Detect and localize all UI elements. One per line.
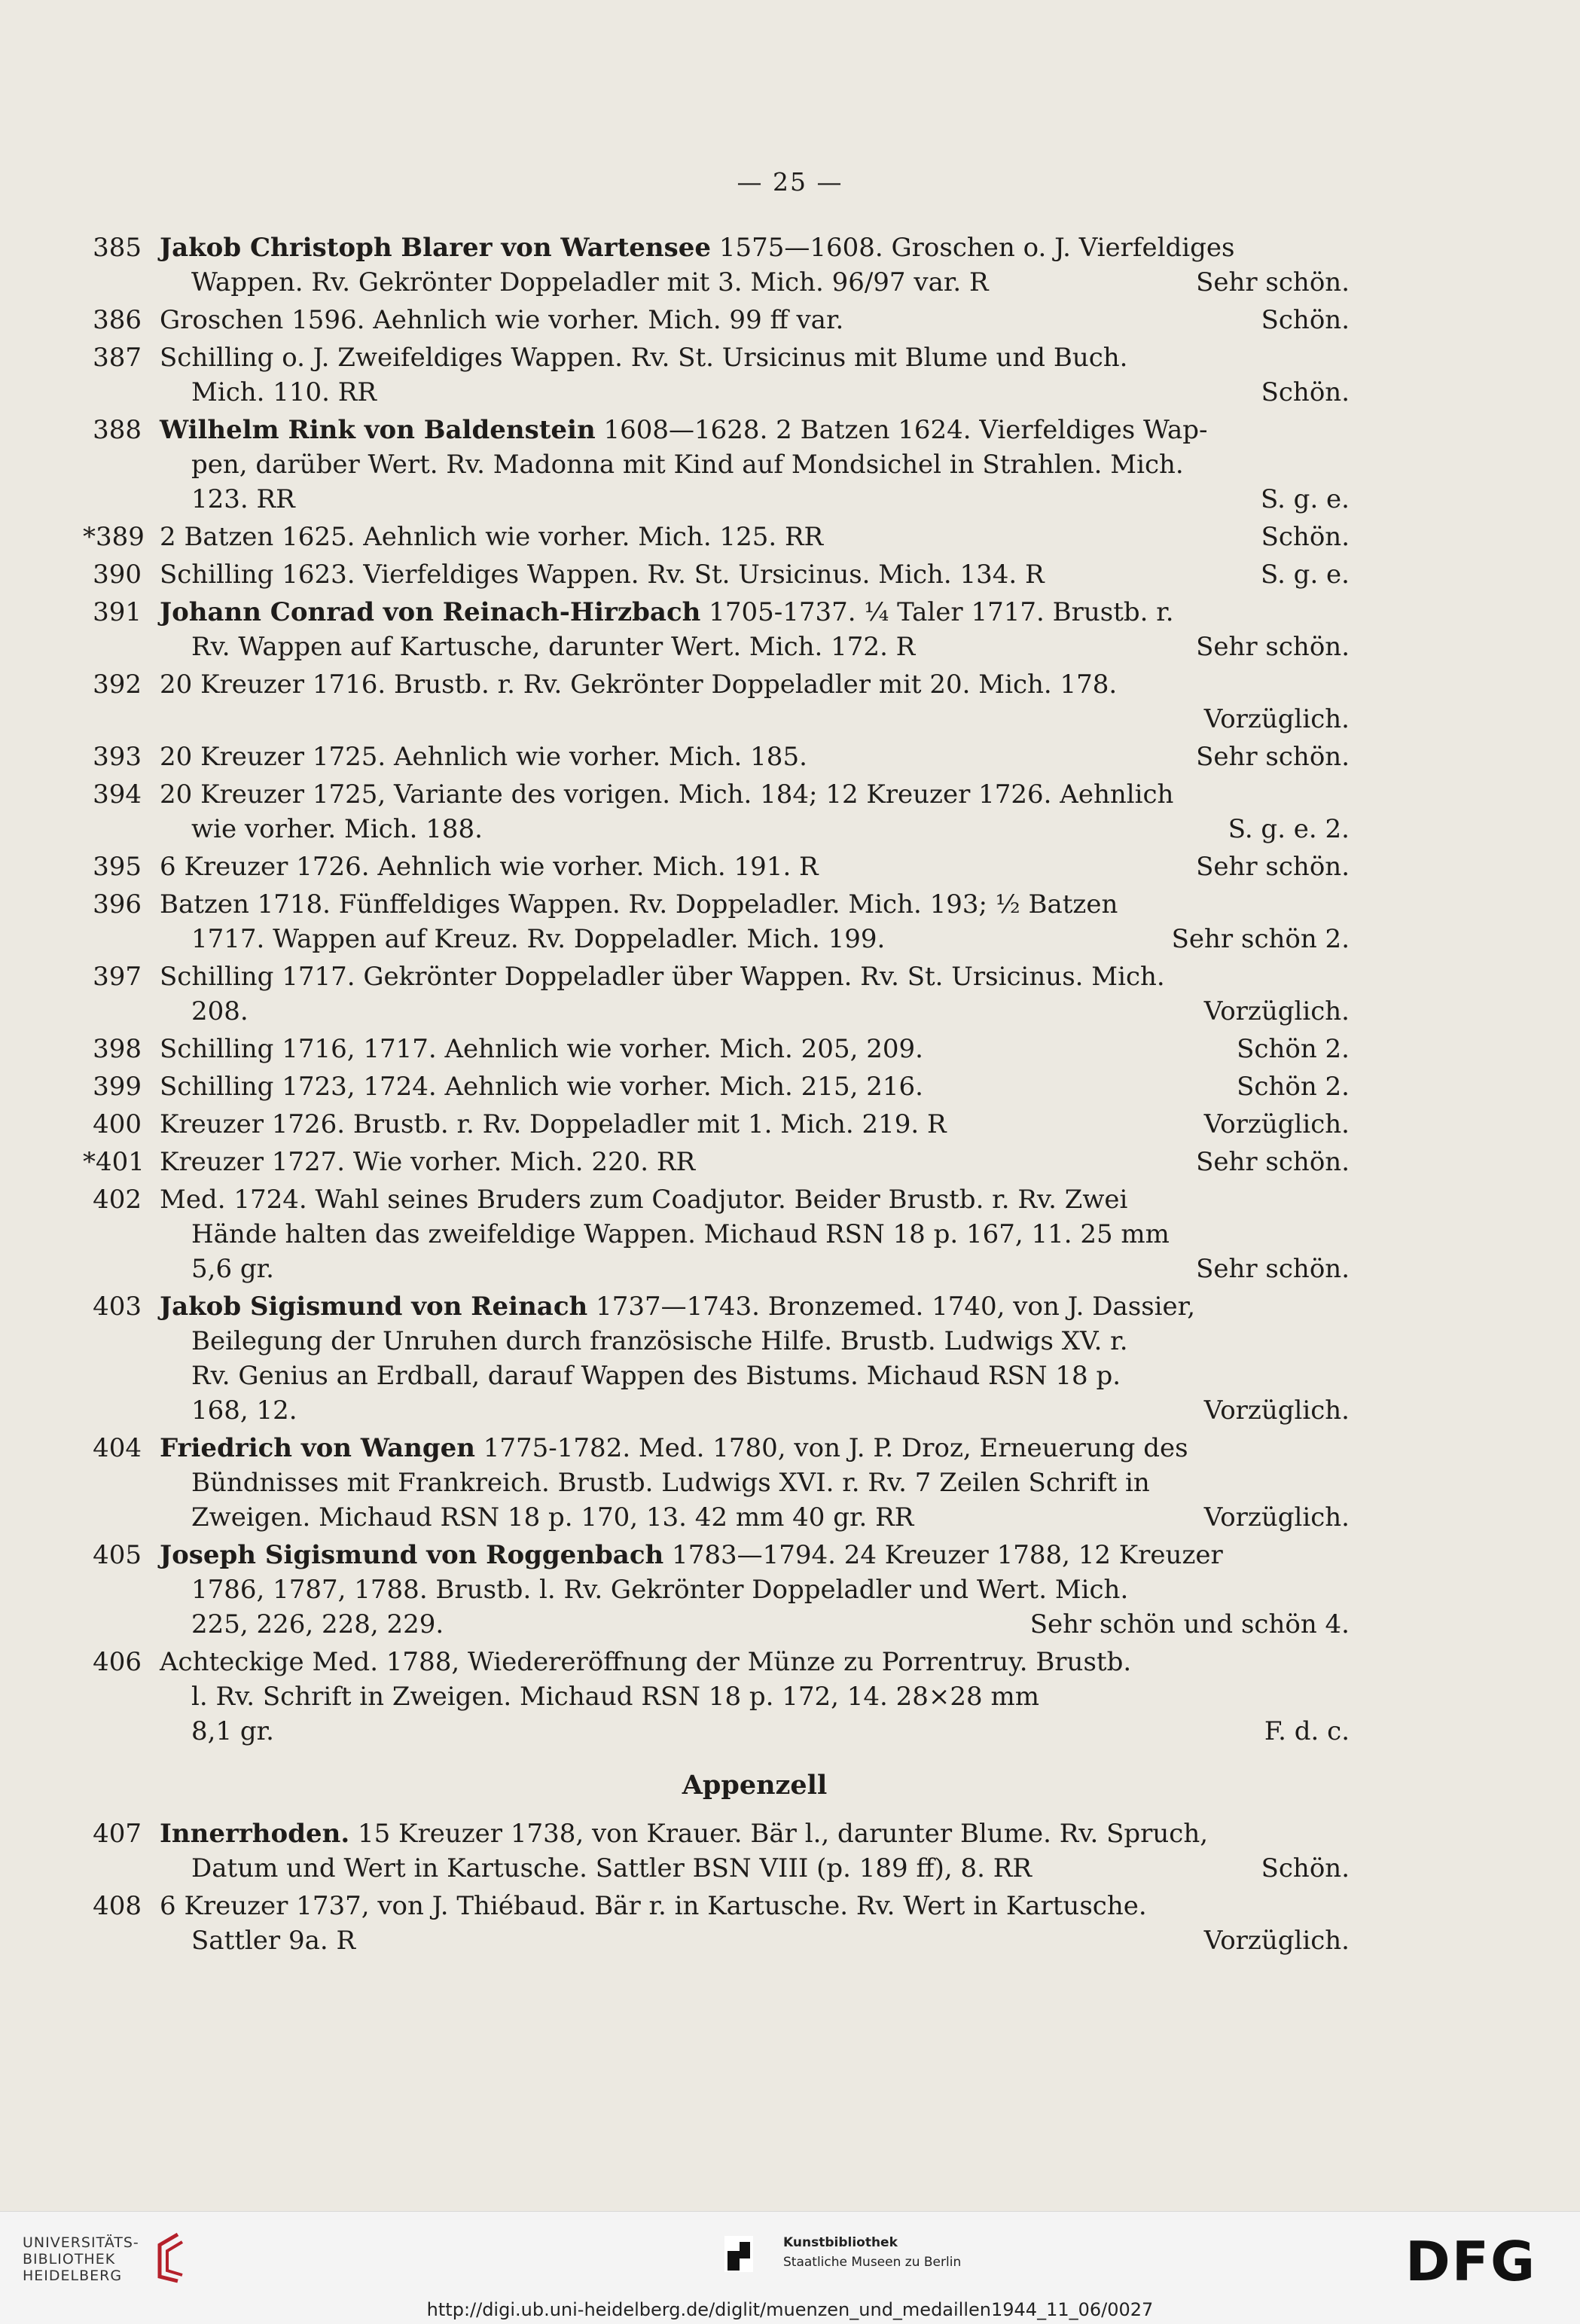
entry-description: 1737—1743. Bronzemed. 1740, von J. Dassier, — [587, 1292, 1196, 1322]
catalog-entry — [93, 230, 1350, 300]
entry-text — [160, 740, 807, 774]
entry-number: *389 — [83, 522, 145, 552]
entry-text — [160, 887, 1118, 922]
entry-line — [160, 1679, 1350, 1714]
entry-description: 1705-1737. ¼ Taler 1717. Brustb. r. — [700, 597, 1174, 627]
section-title: Appenzell — [682, 1770, 828, 1801]
catalog-entry — [93, 340, 1350, 410]
entry-text — [160, 1889, 1147, 1923]
entry-number: 395 — [93, 852, 142, 882]
entry-description: 123. RR — [191, 484, 295, 514]
entry-list-main — [83, 230, 1350, 1749]
entry-line — [160, 1252, 1350, 1286]
entry-description: l. Rv. Schrift in Zweigen. Michaud RSN 18 p. 172, 14. 28×28 mm — [191, 1682, 1039, 1712]
entry-grade: S. g. e. 2. — [1228, 814, 1350, 844]
entry-grade: Schön 2. — [1237, 1034, 1350, 1064]
entry-description: 2 Batzen 1625. Aehnlich wie vorher. Mich. 125. RR — [160, 522, 824, 552]
entry-line — [160, 849, 1350, 884]
catalog-entry — [93, 849, 1350, 884]
entry-grade: Vorzüglich. — [1203, 1109, 1350, 1139]
entry-line — [160, 1182, 1350, 1217]
entry-line — [160, 1289, 1350, 1324]
entry-grade: Sehr schön. — [1196, 267, 1350, 297]
kunstbibliothek-label[interactable] — [783, 2233, 961, 2272]
catalog-entry — [93, 1431, 1350, 1535]
entry-text — [160, 1032, 923, 1066]
entry-text — [191, 1324, 1128, 1359]
entry-text — [160, 520, 823, 554]
entry-grade: Schön 2. — [1237, 1072, 1350, 1102]
entry-description: Sattler 9a. R — [191, 1926, 356, 1956]
catalog-entry — [93, 740, 1350, 774]
entry-line — [160, 413, 1350, 447]
entry-line — [160, 922, 1350, 956]
entry-grade: Schön. — [1261, 305, 1350, 335]
entry-text — [191, 630, 915, 664]
entry-line — [160, 595, 1350, 630]
entry-grade: Vorzüglich. — [1203, 704, 1350, 734]
catalog-entry — [93, 1289, 1350, 1428]
entry-line — [160, 1465, 1350, 1500]
entry-grade: Vorzüglich. — [1203, 1502, 1350, 1533]
entry-line — [160, 375, 1350, 410]
entry-description: 225, 226, 228, 229. — [191, 1609, 444, 1639]
entry-description: Zweigen. Michaud RSN 18 p. 170, 13. 42 mm 40 gr. RR — [191, 1502, 914, 1533]
entry-description: Schilling 1723, 1724. Aehnlich wie vorher. Mich. 215, 216. — [160, 1072, 923, 1102]
entry-text — [160, 1289, 1195, 1324]
entry-grade: Vorzüglich. — [1203, 996, 1350, 1026]
entry-grade: Sehr schön. — [1196, 1254, 1350, 1284]
entry-number: 402 — [93, 1185, 142, 1215]
entry-description: Hände halten das zweifeldige Wappen. Michaud RSN 18 p. 167, 11. 25 mm — [191, 1219, 1170, 1249]
entry-text — [160, 1645, 1131, 1679]
entry-description: Groschen 1596. Aehnlich wie vorher. Mich. 99 ff var. — [160, 305, 844, 335]
entry-line — [160, 1851, 1350, 1886]
entry-grade: Sehr schön. — [1196, 852, 1350, 882]
entry-text — [160, 1107, 947, 1142]
heidelberg-mark-icon — [148, 2231, 190, 2284]
entry-text — [191, 1714, 274, 1749]
entry-line — [160, 887, 1350, 922]
page-number: — 25 — — [737, 167, 843, 197]
entry-text — [191, 1500, 914, 1535]
catalog-content — [83, 230, 1350, 1961]
entry-line — [160, 1032, 1350, 1066]
entry-text — [191, 1923, 355, 1958]
entry-description: 1775-1782. Med. 1780, von J. P. Droz, Erneuerung des — [474, 1433, 1188, 1463]
entry-line — [160, 265, 1350, 300]
entry-description: 20 Kreuzer 1725, Variante des vorigen. Mich. 184; 12 Kreuzer 1726. Aehnlich — [160, 779, 1174, 810]
entry-description: Schilling 1623. Vierfeldiges Wappen. Rv. St. Ursicinus. Mich. 134. R — [160, 560, 1045, 590]
entry-line — [160, 303, 1350, 337]
entry-description: Rv. Wappen auf Kartusche, darunter Wert. Mich. 172. R — [191, 632, 916, 662]
entry-text — [191, 922, 885, 956]
entry-number: 390 — [93, 560, 142, 590]
entry-text — [160, 557, 1045, 592]
catalog-entry — [93, 1816, 1350, 1886]
entry-line — [160, 557, 1350, 592]
entry-number: 408 — [93, 1891, 142, 1921]
entry-line — [160, 1923, 1350, 1958]
entry-text — [160, 667, 1117, 702]
entry-number: 394 — [93, 779, 142, 810]
entry-line — [160, 1393, 1350, 1428]
entry-line — [160, 812, 1350, 846]
entry-text — [160, 303, 843, 337]
entry-line — [160, 1359, 1350, 1393]
entry-line — [160, 447, 1350, 482]
entry-description: pen, darüber Wert. Rv. Madonna mit Kind auf Mondsichel in Strahlen. Mich. — [191, 450, 1184, 480]
entry-text — [160, 1069, 923, 1104]
entry-line — [160, 959, 1350, 994]
entry-grade: Vorzüglich. — [1203, 1395, 1350, 1426]
entry-text — [160, 1816, 1208, 1851]
entry-number: 407 — [93, 1819, 142, 1849]
entry-grade: S. g. e. — [1260, 560, 1350, 590]
catalog-entry — [93, 1645, 1350, 1749]
entry-text — [191, 447, 1184, 482]
catalog-entry — [93, 1032, 1350, 1066]
entry-line — [160, 482, 1350, 517]
entry-number: 393 — [93, 742, 142, 772]
entry-grade: Schön. — [1261, 1853, 1350, 1883]
kunstbibliothek-logo-icon — [724, 2236, 753, 2272]
catalog-entry — [93, 667, 1350, 737]
entry-line — [160, 1500, 1350, 1535]
entry-line — [160, 702, 1350, 737]
entry-text — [191, 482, 295, 517]
entry-description: Wappen. Rv. Gekrönter Doppeladler mit 3. Mich. 96/97 var. R — [191, 267, 989, 297]
entry-description: Schilling 1716, 1717. Aehnlich wie vorher. Mich. 205, 209. — [160, 1034, 923, 1064]
entry-description: Med. 1724. Wahl seines Bruders zum Coadjutor. Beider Brustb. r. Rv. Zwei — [160, 1185, 1128, 1215]
footer-bar — [0, 2211, 1580, 2324]
entry-heading: Innerrhoden. — [160, 1819, 350, 1849]
university-library-logo[interactable] — [23, 2234, 139, 2284]
entry-description: Kreuzer 1727. Wie vorher. Mich. 220. RR — [160, 1147, 696, 1177]
entry-text — [160, 849, 819, 884]
entry-grade: Sehr schön 2. — [1171, 924, 1350, 954]
entry-text — [160, 413, 1208, 447]
entry-text — [191, 1359, 1121, 1393]
entry-line — [160, 994, 1350, 1029]
entry-description: 168, 12. — [191, 1395, 297, 1426]
entry-number: 403 — [93, 1292, 142, 1322]
entry-text — [160, 1182, 1127, 1217]
catalog-entry — [93, 959, 1350, 1029]
catalog-entry — [83, 1145, 1350, 1179]
entry-grade: Schön. — [1261, 522, 1350, 552]
entry-text — [191, 1572, 1128, 1607]
entry-line — [160, 1324, 1350, 1359]
entry-description: 6 Kreuzer 1726. Aehnlich wie vorher. Mich. 191. R — [160, 852, 819, 882]
entry-description: 1717. Wappen auf Kreuz. Rv. Doppeladler. Mich. 199. — [191, 924, 886, 954]
entry-grade: Sehr schön. — [1196, 632, 1350, 662]
entry-line — [160, 777, 1350, 812]
uni-line-2: BIBLIOTHEK — [23, 2251, 116, 2268]
entry-text — [191, 1217, 1170, 1252]
entry-number: 386 — [93, 305, 142, 335]
uni-line-1: UNIVERSITÄTS- — [23, 2234, 139, 2251]
entry-description: 8,1 gr. — [191, 1716, 274, 1746]
entry-text — [191, 812, 483, 846]
entry-text — [191, 1252, 274, 1286]
entry-text — [191, 1465, 1150, 1500]
entry-line — [160, 520, 1350, 554]
entry-text — [160, 230, 1234, 265]
catalog-entry — [93, 413, 1350, 517]
entry-line — [160, 1714, 1350, 1749]
entry-text — [160, 340, 1127, 375]
entry-description: 1786, 1787, 1788. Brustb. l. Rv. Gekrönter Doppeladler und Wert. Mich. — [191, 1575, 1129, 1605]
entry-line — [160, 1217, 1350, 1252]
entry-number: 396 — [93, 889, 142, 920]
entry-grade: Sehr schön. — [1196, 1147, 1350, 1177]
dfg-logo[interactable]: DFG — [1405, 2230, 1537, 2293]
entry-grade: Sehr schön. — [1196, 742, 1350, 772]
entry-line — [160, 630, 1350, 664]
entry-description: Bündnisses mit Frankreich. Brustb. Ludwigs XVI. r. Rv. 7 Zeilen Schrift in — [191, 1468, 1150, 1498]
entry-number: 397 — [93, 962, 142, 992]
entry-description: Schilling o. J. Zweifeldiges Wappen. Rv. St. Ursicinus mit Blume und Buch. — [160, 343, 1128, 373]
entry-grade: Vorzüglich. — [1203, 1926, 1350, 1956]
entry-line — [160, 1889, 1350, 1923]
entry-line — [160, 230, 1350, 265]
entry-text — [191, 994, 249, 1029]
uni-line-3: HEIDELBERG — [23, 2268, 123, 2284]
entry-description: Beilegung der Unruhen durch französische Hilfe. Brustb. Ludwigs XV. r. — [191, 1326, 1128, 1356]
entry-line — [160, 740, 1350, 774]
entry-line — [160, 1069, 1350, 1104]
entry-text — [160, 1431, 1188, 1465]
catalog-entry — [93, 1107, 1350, 1142]
entry-line — [160, 1572, 1350, 1607]
source-url-link[interactable]: http://digi.ub.uni-heidelberg.de/diglit/muenzen_und_medaillen1944_11_06/0027 — [426, 2299, 1154, 2320]
entry-text — [191, 1679, 1039, 1714]
entry-description: Rv. Genius an Erdball, darauf Wappen des Bistums. Michaud RSN 18 p. — [191, 1361, 1121, 1391]
entry-description: 1575—1608. Groschen o. J. Vierfeldiges — [711, 233, 1235, 263]
entry-text — [191, 1393, 297, 1428]
entry-description: Kreuzer 1726. Brustb. r. Rv. Doppeladler mit 1. Mich. 219. R — [160, 1109, 947, 1139]
entry-line — [160, 1538, 1350, 1572]
entry-text — [160, 595, 1174, 630]
entry-number: 387 — [93, 343, 142, 373]
entry-number: 392 — [93, 669, 142, 700]
entry-description: wie vorher. Mich. 188. — [191, 814, 483, 844]
entry-description: Schilling 1717. Gekrönter Doppeladler über Wappen. Rv. St. Ursicinus. Mich. — [160, 962, 1165, 992]
entry-grade: S. g. e. — [1260, 484, 1350, 514]
entry-text — [191, 1851, 1032, 1886]
entry-number: 385 — [93, 233, 142, 263]
catalog-entry — [93, 1182, 1350, 1286]
entry-description: 1608—1628. 2 Batzen 1624. Vierfeldiges Wap- — [595, 415, 1208, 445]
catalog-entry — [93, 887, 1350, 956]
entry-number: 405 — [93, 1540, 142, 1570]
entry-line — [160, 1816, 1350, 1851]
catalog-entry — [93, 777, 1350, 846]
entry-number: 398 — [93, 1034, 142, 1064]
entry-text — [160, 777, 1173, 812]
entry-heading: Friedrich von Wangen — [160, 1433, 475, 1463]
entry-text — [160, 1145, 695, 1179]
entry-description: Achteckige Med. 1788, Wiedereröffnung der Münze zu Porrentruy. Brustb. — [160, 1647, 1132, 1677]
entry-number: *401 — [83, 1147, 145, 1177]
entry-number: 388 — [93, 415, 142, 445]
catalog-entry — [83, 520, 1350, 554]
entry-number: 400 — [93, 1109, 142, 1139]
entry-heading: Johann Conrad von Reinach-Hirzbach — [160, 597, 701, 627]
kb-name: Kunstbibliothek — [783, 2235, 898, 2250]
catalog-entry — [93, 1889, 1350, 1958]
entry-description: 208. — [191, 996, 249, 1026]
entry-number: 404 — [93, 1433, 142, 1463]
catalog-entry — [93, 595, 1350, 664]
entry-description: 1783—1794. 24 Kreuzer 1788, 12 Kreuzer — [663, 1540, 1223, 1570]
entry-text — [160, 959, 1165, 994]
entry-description: Mich. 110. RR — [191, 377, 377, 407]
entry-description: 5,6 gr. — [191, 1254, 274, 1284]
catalog-entry — [93, 1069, 1350, 1104]
entry-list-appenzell — [93, 1816, 1350, 1958]
entry-line — [160, 667, 1350, 702]
entry-text — [191, 1607, 444, 1642]
entry-description: 6 Kreuzer 1737, von J. Thiébaud. Bär r. in Kartusche. Rv. Wert in Kartusche. — [160, 1891, 1147, 1921]
entry-line — [160, 340, 1350, 375]
entry-grade: Sehr schön und schön 4. — [1029, 1609, 1350, 1639]
entry-heading: Joseph Sigismund von Roggenbach — [160, 1540, 664, 1570]
entry-text — [160, 1538, 1223, 1572]
entry-heading: Jakob Sigismund von Reinach — [160, 1292, 588, 1322]
entry-description: Batzen 1718. Fünffeldiges Wappen. Rv. Doppeladler. Mich. 193; ½ Batzen — [160, 889, 1118, 920]
entry-grade: F. d. c. — [1264, 1716, 1350, 1746]
entry-line — [160, 1607, 1350, 1642]
entry-description: 20 Kreuzer 1716. Brustb. r. Rv. Gekrönter Doppeladler mit 20. Mich. 178. — [160, 669, 1118, 700]
entry-line — [160, 1431, 1350, 1465]
entry-text — [191, 375, 377, 410]
entry-number: 406 — [93, 1647, 142, 1677]
entry-description: Datum und Wert in Kartusche. Sattler BSN VIII (p. 189 ff), 8. RR — [191, 1853, 1032, 1883]
entry-line — [160, 1145, 1350, 1179]
entry-grade: Schön. — [1261, 377, 1350, 407]
entry-line — [160, 1645, 1350, 1679]
catalog-entry — [93, 303, 1350, 337]
catalog-entry — [93, 1538, 1350, 1642]
entry-heading: Jakob Christoph Blarer von Wartensee — [160, 233, 712, 263]
kb-subtitle: Staatliche Museen zu Berlin — [783, 2255, 962, 2270]
catalog-entry — [93, 557, 1350, 592]
entry-text — [191, 265, 989, 300]
entry-description: 15 Kreuzer 1738, von Krauer. Bär l., darunter Blume. Rv. Spruch, — [349, 1819, 1209, 1849]
entry-heading: Wilhelm Rink von Baldenstein — [160, 415, 596, 445]
entry-number: 399 — [93, 1072, 142, 1102]
entry-number: 391 — [93, 597, 142, 627]
entry-line — [160, 1107, 1350, 1142]
entry-description: 20 Kreuzer 1725. Aehnlich wie vorher. Mich. 185. — [160, 742, 807, 772]
